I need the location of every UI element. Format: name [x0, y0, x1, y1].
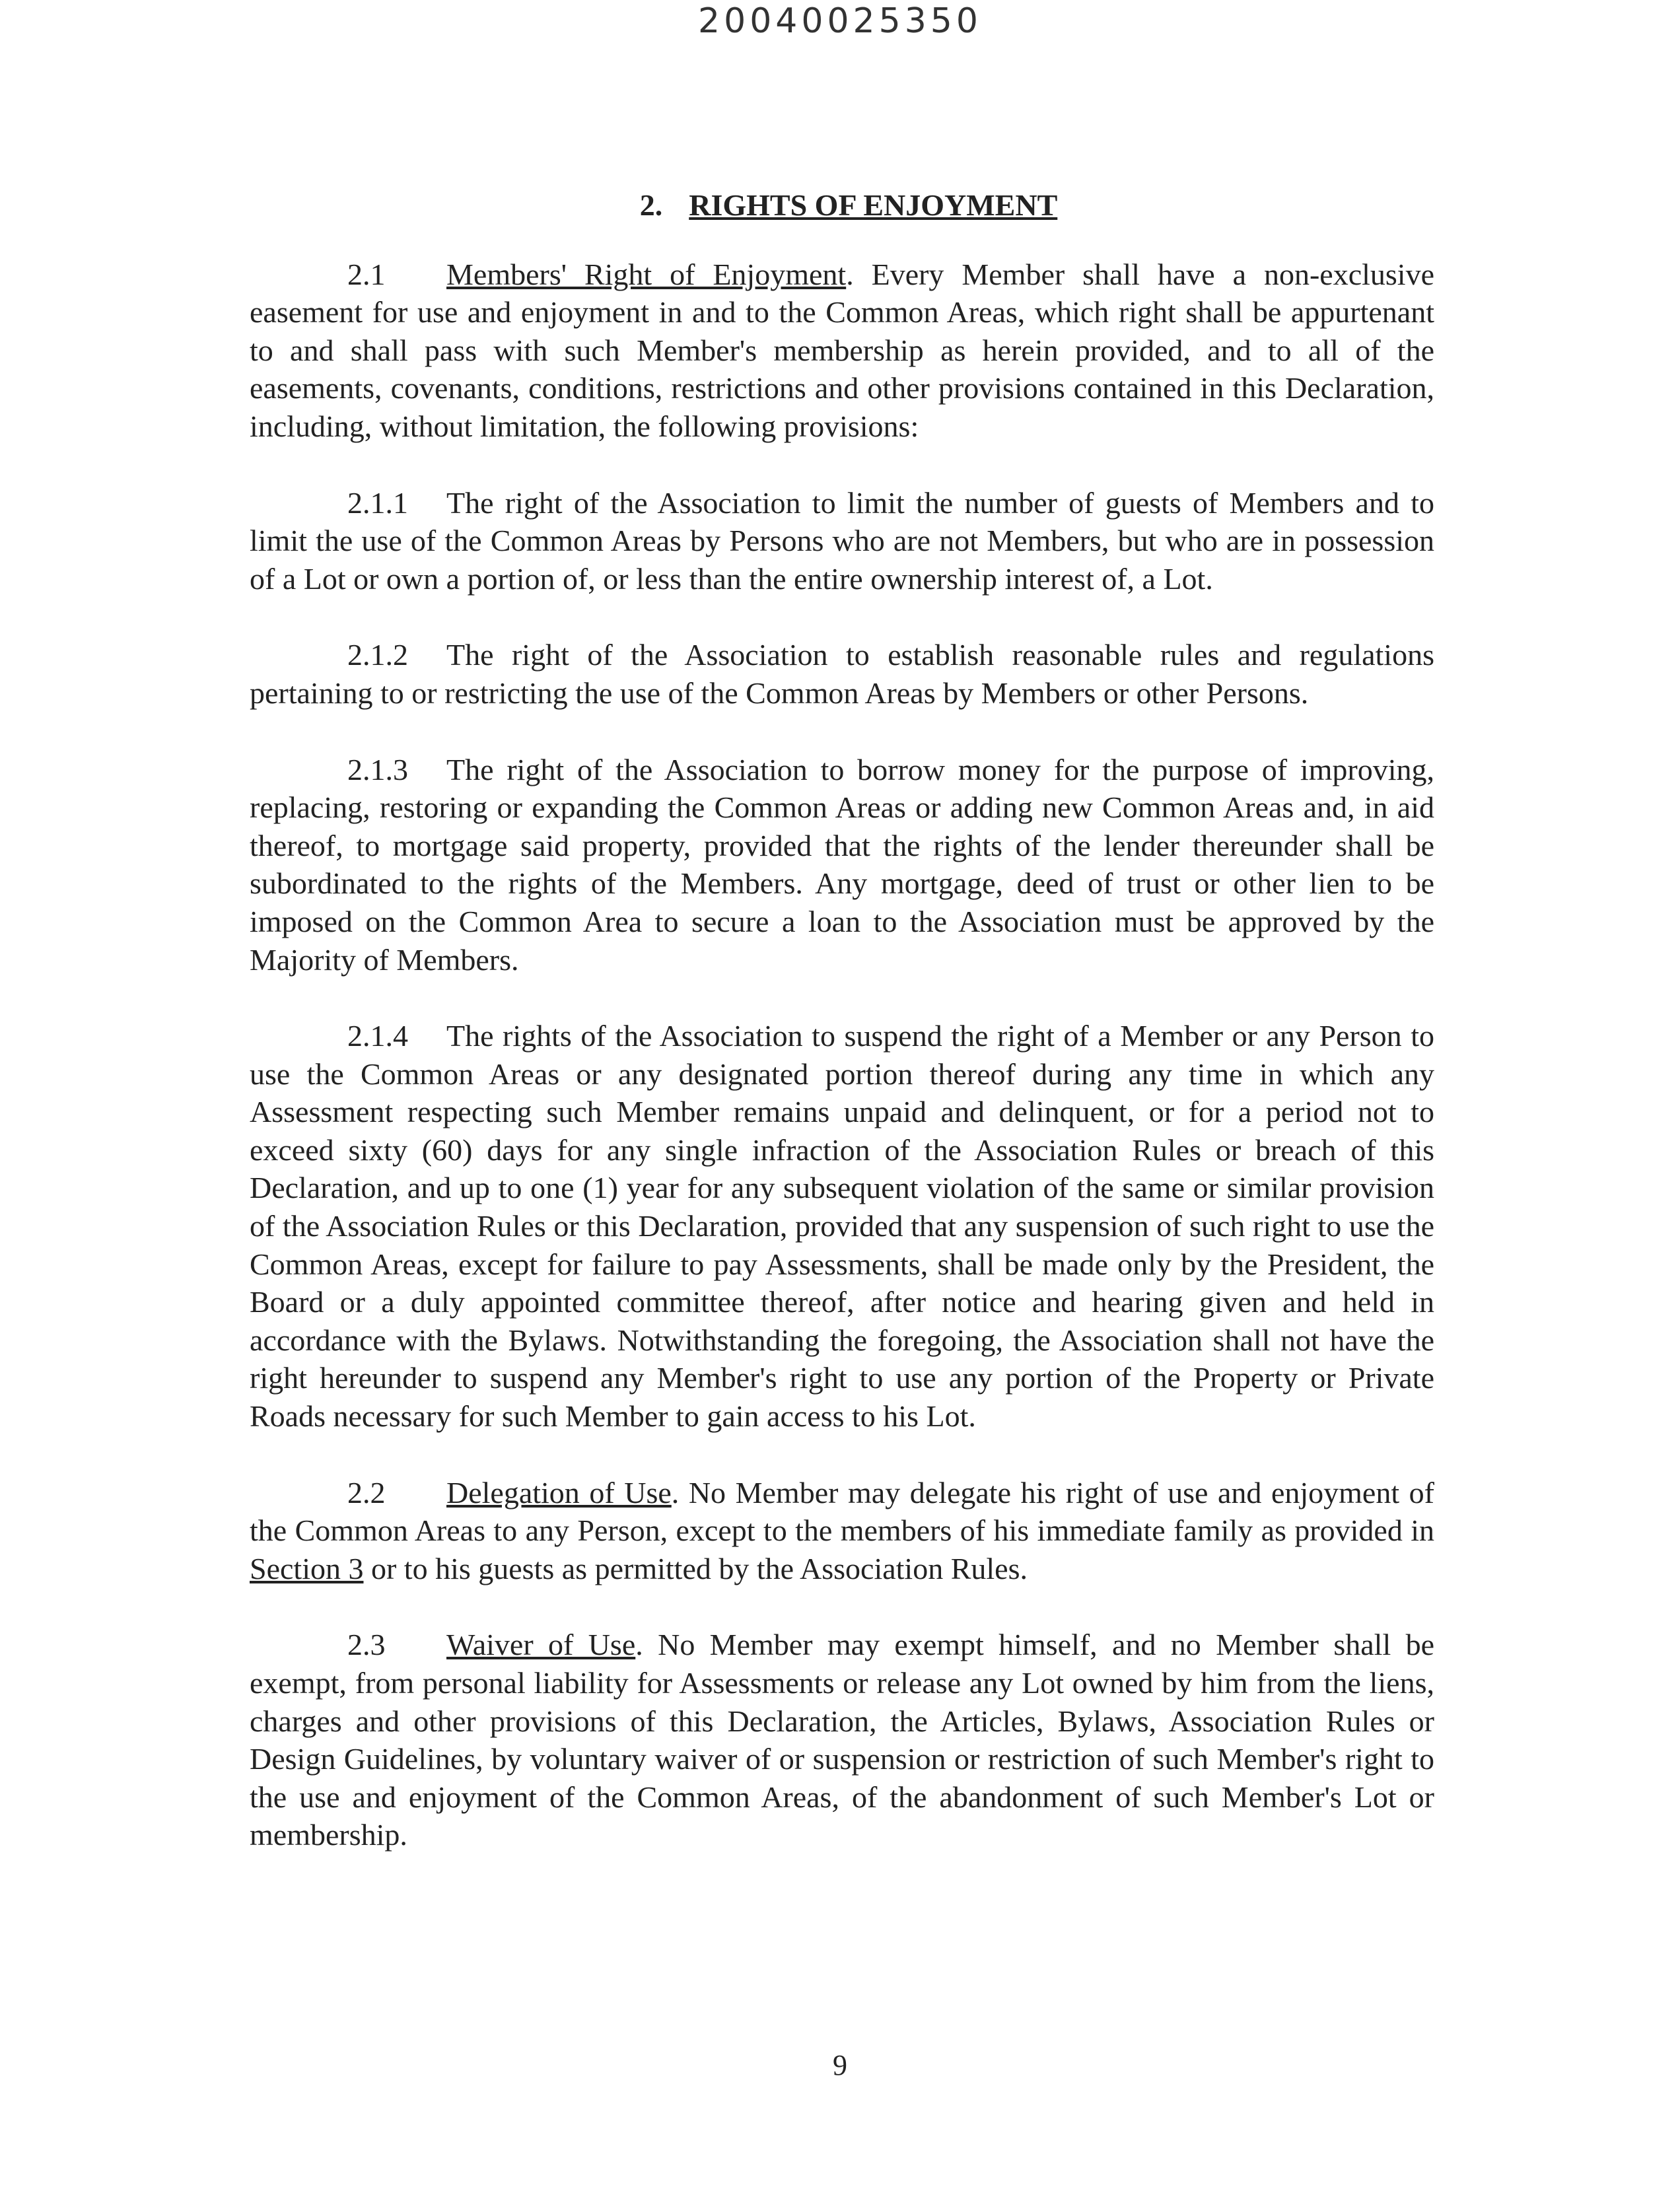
paragraph-2-2	[250, 1474, 1434, 1588]
document-number: 20040025350	[698, 1, 982, 41]
title-separator: .	[635, 1628, 643, 1662]
section-number: 2.	[639, 188, 663, 222]
section-reference-link[interactable]: Section 3	[250, 1551, 364, 1585]
paragraph-number: 2.1.1	[347, 485, 408, 520]
paragraph-2-1-2	[250, 636, 1434, 712]
paragraph-2-1-3	[250, 751, 1434, 979]
paragraph-2-1-1	[250, 484, 1434, 598]
section-heading	[250, 186, 1434, 225]
paragraph-number: 2.1	[347, 257, 386, 291]
paragraph-number: 2.3	[347, 1628, 386, 1662]
paragraph-2-1-4	[250, 1017, 1434, 1436]
paragraph-text: The right of the Association to borrow money for the purpose of improving, replacing, restoring or expanding the Common Areas or adding new Common Areas and, in aid thereof, to mortgage said property, provided that the rights of the lender thereunder shall be subordinated to the rights of the Members. Any mortgage, deed of trust or other lien to be imposed on the Common Area to secure a loan to the Association must be approved by the Majority of Members.	[250, 752, 1434, 977]
paragraph-text: No Member may delegate his right of use and enjoyment of the Common Areas to any Person, except to the members of his immediate family as provided in	[250, 1475, 1434, 1548]
paragraph-2-3	[250, 1626, 1434, 1854]
paragraph-number: 2.1.2	[347, 638, 408, 672]
paragraph-text: No Member may exempt himself, and no Member shall be exempt, from personal liability for Assessments or release any Lot owned by him from the liens, charges and other provisions of this Declaration, the Articles, Bylaws, Association Rules or Design Guidelines, by voluntary waiver of or suspension or restriction of such Member's right to the use and enjoyment of the Common Areas, of the abandonment of such Member's Lot or membership.	[250, 1628, 1435, 1852]
document-body	[250, 186, 1434, 1892]
paragraph-number: 2.1.4	[347, 1019, 408, 1053]
paragraph-text-end: or to his guests as permitted by the Association Rules.	[363, 1551, 1028, 1585]
paragraph-number: 2.2	[347, 1475, 386, 1510]
paragraph-title: Waiver of Use	[446, 1628, 636, 1662]
paragraph-text: Every Member shall have a non-exclusive easement for use and enjoyment in and to the Common Areas, which right shall be appurtenant to and shall pass with such Member's membership as herein provided, and to all of the easements, covenants, conditions, restrictions and other provisions contained in this Declaration, including, without limitation, the following provisions:	[250, 257, 1434, 443]
paragraph-number: 2.1.3	[347, 752, 408, 786]
paragraph-title: Delegation of Use	[446, 1475, 672, 1510]
section-title: RIGHTS OF ENJOYMENT	[689, 188, 1058, 222]
paragraph-title: Members' Right of Enjoyment	[446, 257, 847, 291]
paragraph-text: The rights of the Association to suspend the right of a Member or any Person to use the Common Areas or any designated portion thereof during any time in which any Assessment respecting such Member remains unpaid and delinquent, or for a period not to exceed sixty (60) days for any single infraction of the Association Rules or breach of this Declaration, and up to one (1) year for any subsequent violation of the same or similar provision of the Association Rules or this Declaration, provided that any suspension of such right to use the Common Areas, except for failure to pay Assessments, shall be made only by the President, the Board or a duly appointed committee thereof, after notice and hearing given and held in accordance with the Bylaws. Notwithstanding the foregoing, the Association shall not have the right hereunder to suspend any Member's right to use any portion of the Property or Private Roads necessary for such Member to gain access to his Lot.	[250, 1019, 1434, 1434]
title-separator: .	[846, 257, 854, 291]
title-separator: .	[671, 1475, 680, 1510]
paragraph-text: The right of the Association to limit the number of guests of Members and to limit the use of the Common Areas by Persons who are not Members, but who are in possession of a Lot or own a portion of, or less than the entire ownership interest of, a Lot.	[250, 485, 1434, 596]
paragraph-text: The right of the Association to establish reasonable rules and regulations pertaining to or restricting the use of the Common Areas by Members or other Persons.	[250, 638, 1434, 710]
paragraph-2-1	[250, 256, 1434, 446]
page-number: 9	[833, 2049, 847, 2081]
